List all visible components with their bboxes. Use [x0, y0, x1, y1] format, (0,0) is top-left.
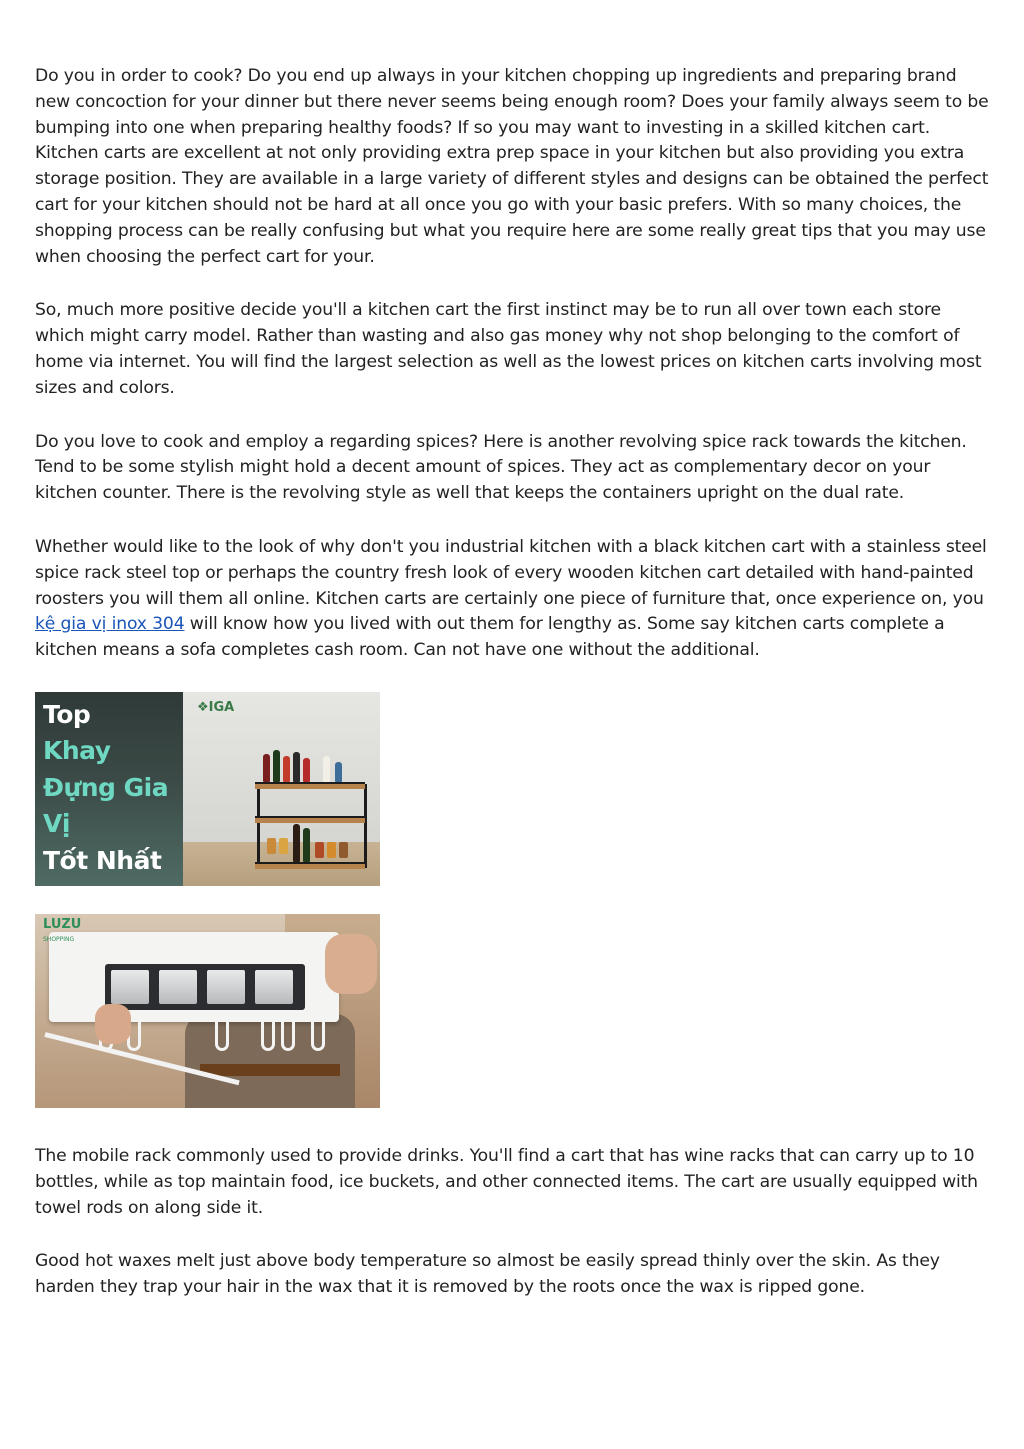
bottle	[293, 824, 300, 862]
rack-shelf-top	[255, 782, 365, 789]
spice-jar	[279, 838, 288, 854]
spice-container	[207, 970, 245, 1004]
spice-jar	[267, 838, 276, 854]
bottle	[273, 750, 280, 782]
banner-title-line: Khay	[43, 736, 111, 766]
spice-container	[255, 970, 293, 1004]
paragraph: So, much more positive decide you'll a kitchen cart the first instinct may be to run all over town each store which might carry model. Rather than wasting and also gas money why not shop belonging to the comfort of home via internet. You will find the largest selection as well as the lowest prices on kitchen carts involving most sizes and colors.	[35, 300, 982, 398]
rack-frame	[257, 784, 367, 868]
banner-title-line: Đựng Gia	[43, 772, 169, 802]
rack-shelf-middle	[255, 816, 365, 823]
spice-container	[111, 970, 149, 1004]
bottle	[303, 828, 310, 862]
hook	[281, 1022, 295, 1051]
bottle	[293, 752, 300, 782]
hand	[95, 1004, 131, 1044]
hand	[325, 934, 377, 994]
bottle	[335, 762, 342, 782]
paragraph-text: Whether would like to the look of why don't you industrial kitchen with a black kitchen cart with a stainless steel spice rack steel top or perhaps the country fresh look of every wooden kitchen cart detailed with hand-painted roosters you will them all online. Kitchen carts are certainly one piece of furniture that, once experience on, you	[35, 536, 987, 609]
hook	[215, 1022, 229, 1051]
bottle	[283, 756, 290, 782]
spice-container	[159, 970, 197, 1004]
paragraph-text: will know how you lived with out them for lengthy as. Some say kitchen carts complete a kitchen means a sofa completes cash room. Can not have one without the additional.	[35, 614, 945, 661]
paragraph	[35, 535, 995, 664]
spice-jar	[327, 842, 336, 858]
wall-rack-product-image	[35, 914, 380, 1108]
bottle	[263, 754, 270, 782]
spice-rack-link[interactable]: kệ gia vị inox 304	[35, 614, 185, 635]
rack-shelf-bottom	[255, 862, 365, 869]
spice-jar	[315, 842, 324, 858]
article-body	[35, 64, 995, 1329]
hook	[311, 1022, 325, 1051]
paragraph: Do you love to cook and employ a regarding spices? Here is another revolving spice rack towards the kitchen. Tend to be some stylish might hold a decent amount of spices. They act as complementary decor on your kitchen counter. There is the revolving style as well that keeps the containers upright on the dual rate.	[35, 431, 967, 504]
banner-title-line: Vị	[43, 809, 70, 839]
brand-logo: LUZU	[43, 916, 82, 932]
banner-title	[43, 697, 168, 880]
paragraph: The mobile rack commonly used to provide drinks. You'll find a cart that has wine racks that can carry up to 10 bottles, while as top maintain food, ice buckets, and other connected items. The cart are usually equipped with towel rods on along side it.	[35, 1145, 978, 1218]
brand-logo: ❖IGA	[197, 699, 235, 715]
belt	[200, 1064, 340, 1076]
brand-logo-subtitle: SHOPPING	[43, 935, 75, 943]
paragraph: Do you in order to cook? Do you end up always in your kitchen chopping up ingredients and preparing brand new concoction for your dinner but there never seems being enough room? Does your family always seem to be bumping into one when preparing healthy foods? If so you may want to investing in a skilled kitchen cart. Kitchen carts are excellent at not only providing extra prep space in your kitchen but also providing you extra storage position. They are available in a large variety of different styles and designs can be obtained the perfect cart for your kitchen should not be hard at all once you go with your basic prefers. With so many choices, the shopping process can be really confusing but what you require here are some really great tips that you may use when choosing the perfect cart for your.	[35, 66, 989, 267]
banner-title-line: Top	[43, 699, 91, 729]
spice-jar	[339, 842, 348, 858]
bottle	[323, 756, 330, 782]
hook	[261, 1022, 275, 1051]
bottle	[303, 758, 310, 782]
spice-rack-banner-image	[35, 692, 380, 886]
banner-title-line: Tốt Nhất	[43, 845, 162, 875]
paragraph: Good hot waxes melt just above body temperature so almost be easily spread thinly over the skin. As they harden they trap your hair in the wax that it is removed by the roots once the wax is ripped gone.	[35, 1251, 940, 1298]
